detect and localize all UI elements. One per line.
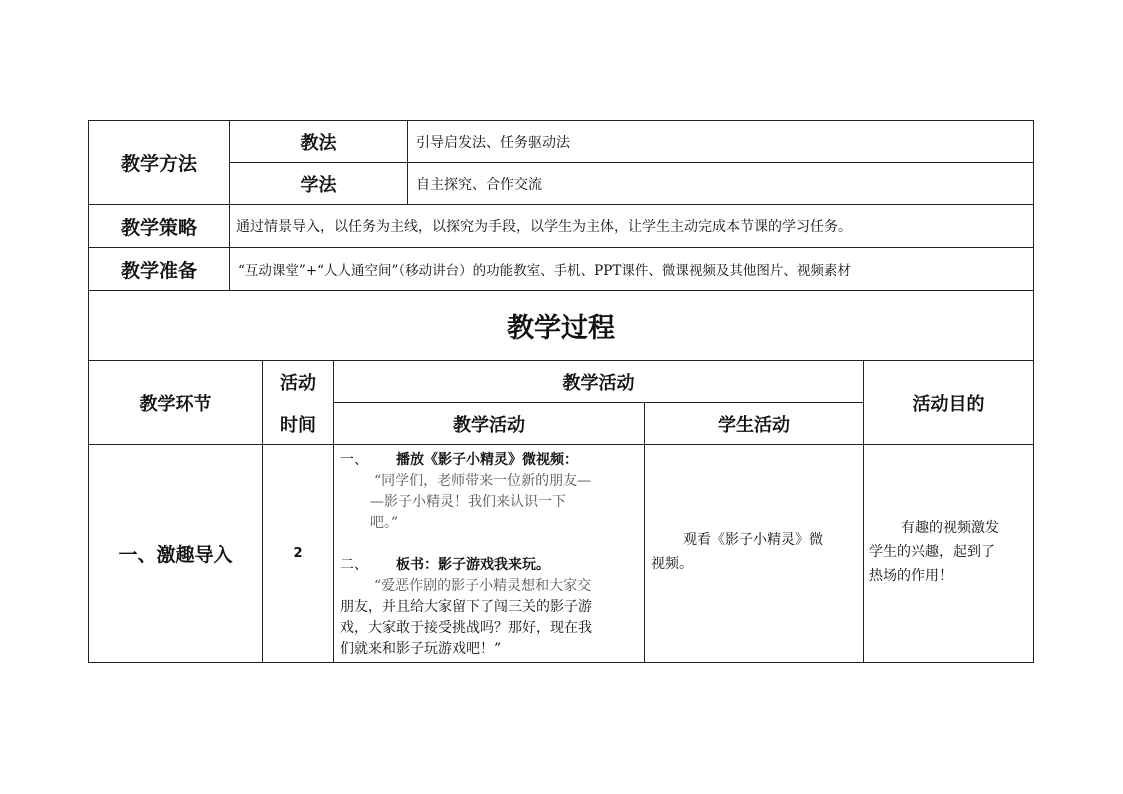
item1-body-line2: —影子小精灵！我们来认识一下 [370, 494, 566, 510]
process-title: 教学过程 [507, 313, 615, 344]
item1-title: 播放《影子小精灵》微视频： [396, 452, 578, 468]
purpose-line3: 热场的作用！ [869, 568, 953, 584]
learn-method-value: 自主探究、合作交流 [416, 176, 542, 193]
header-student-activity: 学生活动 [718, 414, 790, 436]
row-time: 2 [293, 546, 303, 561]
row-student-activity [651, 530, 861, 580]
row-stage: 一、激趣导入 [118, 544, 233, 566]
strategy-label: 教学策略 [120, 216, 197, 239]
preparation-label: 教学准备 [120, 259, 197, 282]
header-activity: 教学活动 [562, 372, 635, 394]
item1-number: 一、 [340, 452, 368, 468]
row-purpose [869, 518, 1031, 593]
row-teacher-activity [340, 450, 640, 660]
learn-method-label: 学法 [300, 174, 337, 196]
item1-body-line3: 吧。” [370, 515, 399, 531]
student-line2: 视频。 [651, 556, 693, 572]
item2-body-line4: 们就来和影子玩游戏吧！” [340, 641, 502, 657]
item2-body-line2: 朋友，并且给大家留下了闯三关的影子游 [340, 599, 592, 615]
border-right [1033, 120, 1034, 663]
preparation-value: “互动课堂”+“人人通空间”（移动讲台）的功能教室、手机、PPT课件、微课视频及其他图片、视频素材 [238, 263, 851, 279]
item2-body-line1: “爱恶作剧的影子小精灵想和大家交 [374, 578, 592, 594]
header-time-line2: 时间 [280, 414, 316, 436]
header-teacher-activity: 教学活动 [453, 414, 525, 436]
item2-number: 二、 [340, 557, 368, 573]
purpose-line1: 有趣的视频激发 [901, 520, 999, 536]
item2-title: 板书：影子游戏我来玩。 [396, 557, 550, 573]
border-method-sub [407, 120, 408, 204]
method-label: 教学方法 [120, 153, 197, 175]
header-time-line1: 活动 [280, 372, 316, 394]
student-line1: 观看《影子小精灵》微 [683, 532, 823, 548]
item2-body-line3: 戏，大家敢于接受挑战吗？那好，现在我 [340, 620, 592, 636]
strategy-value: 通过情景导入，以任务为主线，以探究为手段，以学生为主体，让学生主动完成本节课的学习任务。 [236, 219, 852, 235]
purpose-line2: 学生的兴趣，起到了 [869, 544, 995, 560]
item1-body-line1: “同学们，老师带来一位新的朋友— [374, 473, 592, 489]
header-stage: 教学环节 [139, 393, 212, 415]
teach-method-label: 教法 [300, 132, 337, 154]
header-purpose: 活动目的 [912, 393, 985, 415]
border-bottom [88, 662, 1034, 663]
teach-method-value: 引导启发法、任务驱动法 [416, 134, 570, 151]
